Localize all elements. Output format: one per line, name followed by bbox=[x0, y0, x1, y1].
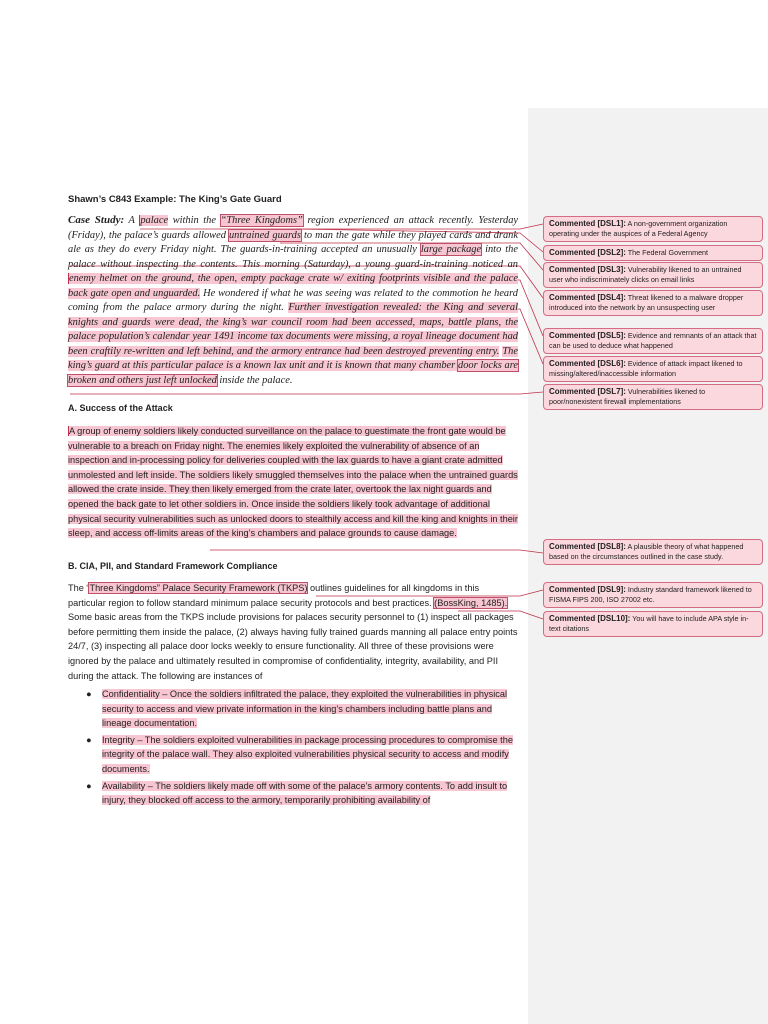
comment-dsl7[interactable] bbox=[543, 384, 763, 410]
bullet-text-confidentiality[interactable]: Confidentiality – Once the soldiers infiltrated the palace, they exploited the vulnerabilities in physical security to access and view private information in the king’s chambers including battle plans and lineage documentation. bbox=[102, 689, 507, 729]
cia-bullet-list bbox=[68, 687, 518, 810]
comment-label: Commented [DSL6]: bbox=[549, 359, 626, 368]
section-b-paragraph bbox=[68, 581, 518, 683]
bullet-text-availability[interactable]: Availability – The soldiers likely made off with some of the palace’s armory contents. To add insult to injury, they blocked off access to the armory, temporarily prohibiting availability of bbox=[102, 780, 508, 806]
case-text: into the palace without inspecting the contents. This morning (Saturday), a young guard-in-training noticed an bbox=[68, 244, 518, 270]
case-study-lead: Case Study: bbox=[68, 214, 125, 226]
comment-text: Evidence of attack impact likened to missing/altered/inaccessible information bbox=[549, 359, 743, 378]
comment-dsl5[interactable] bbox=[543, 328, 763, 354]
comment-anchor-dsl7[interactable]: door locks are broken and others just left unlocked bbox=[68, 360, 519, 386]
comment-anchor-dsl1[interactable]: palace bbox=[140, 215, 169, 226]
comment-label: Commented [DSL1]: bbox=[549, 219, 626, 228]
comment-dsl6[interactable] bbox=[543, 356, 763, 382]
section-b-heading: B. CIA, PII, and Standard Framework Compliance bbox=[68, 561, 278, 571]
bullet-icon: ● bbox=[86, 734, 92, 745]
comment-anchor-dsl3[interactable]: untrained guards bbox=[228, 229, 301, 241]
comment-label: Commented [DSL4]: bbox=[549, 293, 626, 302]
case-study-paragraph bbox=[68, 213, 518, 388]
comment-label: Commented [DSL5]: bbox=[549, 331, 626, 340]
body-text: Some basic areas from the TKPS include provisions for palaces security personnel to (1) inspect all packages before permitting them inside the palace, (2) always having fully trained guards manning all palace entry points 24/7, (3) inspecting all palace door locks weekly to ensure functionality. All three of these provisions were ignored by the palace and ultimately resulted in compromise of confidentiality, integrity, availability, and PII during the attack. The following are instances of bbox=[68, 612, 518, 681]
comment-text: Evidence and remnants of an attack that can be used to deduce what happened bbox=[549, 331, 757, 350]
comment-anchor-dsl4[interactable]: large package bbox=[420, 244, 482, 255]
case-text: He wondered if what he was seeing was related to the commotion he heard coming from the palace armory during the night. bbox=[68, 287, 518, 313]
comment-dsl9[interactable] bbox=[543, 582, 763, 608]
list-item bbox=[86, 779, 518, 808]
case-text: region experienced an attack recently. Yesterday (Friday), the palace’s guards allowed bbox=[68, 215, 519, 241]
comment-dsl3[interactable] bbox=[543, 262, 763, 288]
comment-dsl1[interactable] bbox=[543, 216, 763, 242]
case-text: within the bbox=[168, 215, 221, 226]
bullet-icon: ● bbox=[86, 780, 92, 791]
comment-dsl10[interactable] bbox=[543, 611, 763, 637]
case-text: to man the gate while they played cards and drank ale as they do every Friday night. The guards-in-training accepted an unusually bbox=[68, 229, 518, 255]
comment-anchor-dsl2[interactable]: “Three Kingdoms” bbox=[220, 215, 303, 226]
comment-anchor-dsl5[interactable]: enemy helmet on the ground, the open, empty package crate w/ exiting footprints visible and the palace back gate open and unguarded. bbox=[68, 273, 518, 299]
comment-text: The Federal Government bbox=[625, 248, 709, 257]
list-item bbox=[86, 687, 518, 731]
comment-dsl8[interactable] bbox=[543, 539, 763, 565]
comment-label: Commented [DSL7]: bbox=[549, 387, 626, 396]
body-text: The “ bbox=[68, 583, 90, 593]
comment-label: Commented [DSL9]: bbox=[549, 585, 626, 594]
section-a-heading: A. Success of the Attack bbox=[68, 403, 173, 413]
comment-label: Commented [DSL3]: bbox=[549, 265, 626, 274]
bullet-icon: ● bbox=[86, 689, 92, 699]
list-item bbox=[86, 733, 518, 777]
comment-text: You will have to include APA style in-text citations bbox=[549, 614, 749, 633]
case-text: A bbox=[124, 215, 140, 226]
comment-dsl4[interactable] bbox=[543, 290, 763, 316]
body-text: outlines guidelines for all kingdoms in this particular region to follow standard minimum palace security protocols and best practices. bbox=[68, 583, 480, 608]
comment-label: Commented [DSL2]: bbox=[549, 248, 626, 257]
comment-anchor-dsl8[interactable]: A group of enemy soldiers likely conducted surveillance on the palace to guestimate the front gate would be vulnerable to a breach on Friday night. The enemies likely exploited the vulnerability of absence of an inspection and in-processing policy for deliveries coupled with the lax guards to have a giant crate admitted unmolested and left inside. The soldiers likely smuggled themselves into the palace when the untrained guards allowed the crate inside. They then likely emerged from the crate later, overtook the lax night guards and opened the back gate to let other soldiers in. Once inside the soldiers likely took advantage of additional physical security vulnerabilities such as unlocked doors to stealthily access and kill the king and knights in their sleep, and access off-limits areas of the king’s chambers and palace grounds to cause damage. bbox=[68, 426, 518, 539]
comment-text: A non-government organization operating under the auspices of a Federal Agency bbox=[549, 219, 728, 238]
comment-text: Industry standard framework likened to FISMA FIPS 200, ISO 27002 etc. bbox=[549, 585, 752, 604]
comment-label: Commented [DSL10]: bbox=[549, 614, 631, 623]
comment-anchor-dsl9[interactable]: Three Kingdoms” Palace Security Framework (TKPS) bbox=[89, 583, 308, 593]
comment-text: A plausible theory of what happened based on the circumstances outlined in the case study. bbox=[549, 542, 744, 561]
comment-dsl2[interactable] bbox=[543, 245, 763, 261]
comment-text: Vulnerability likened to an untrained user who indiscriminately clicks on email links bbox=[549, 265, 742, 284]
comment-anchor-dsl6-cont[interactable]: The king’s guard at this particular palace is a known lax unit and it is known that many chamber bbox=[68, 345, 518, 371]
bullet-text-integrity[interactable]: Integrity – The soldiers exploited vulnerabilities in package processing procedures to compromise the integrity of the palace wall. They also exploited vulnerabilities physical security to access and modify documents. bbox=[102, 734, 513, 774]
section-a-paragraph bbox=[68, 424, 518, 541]
comment-text: Threat likened to a malware dropper introduced into the network by an unsuspecting user bbox=[549, 293, 744, 312]
comment-anchor-dsl6[interactable]: Further investigation revealed: the King and several knights and guards were dead, the king’s war council room had been accessed, maps, battle plans, the palace population’s calendar year 1491 income tax documents were missing, a royal lineage document had been craftily re-written and left behind, and the armory entrance had been destroyed preventing entry. bbox=[68, 302, 518, 357]
comment-label: Commented [DSL8]: bbox=[549, 542, 626, 551]
document-title: Shawn’s C843 Example: The King’s Gate Guard bbox=[68, 194, 282, 205]
case-text: inside the palace. bbox=[216, 374, 293, 386]
comment-text: Vulnerabilities likened to poor/nonexistent firewall implementations bbox=[549, 387, 706, 406]
comment-anchor-dsl10[interactable]: (BossKing, 1485). bbox=[434, 597, 508, 608]
